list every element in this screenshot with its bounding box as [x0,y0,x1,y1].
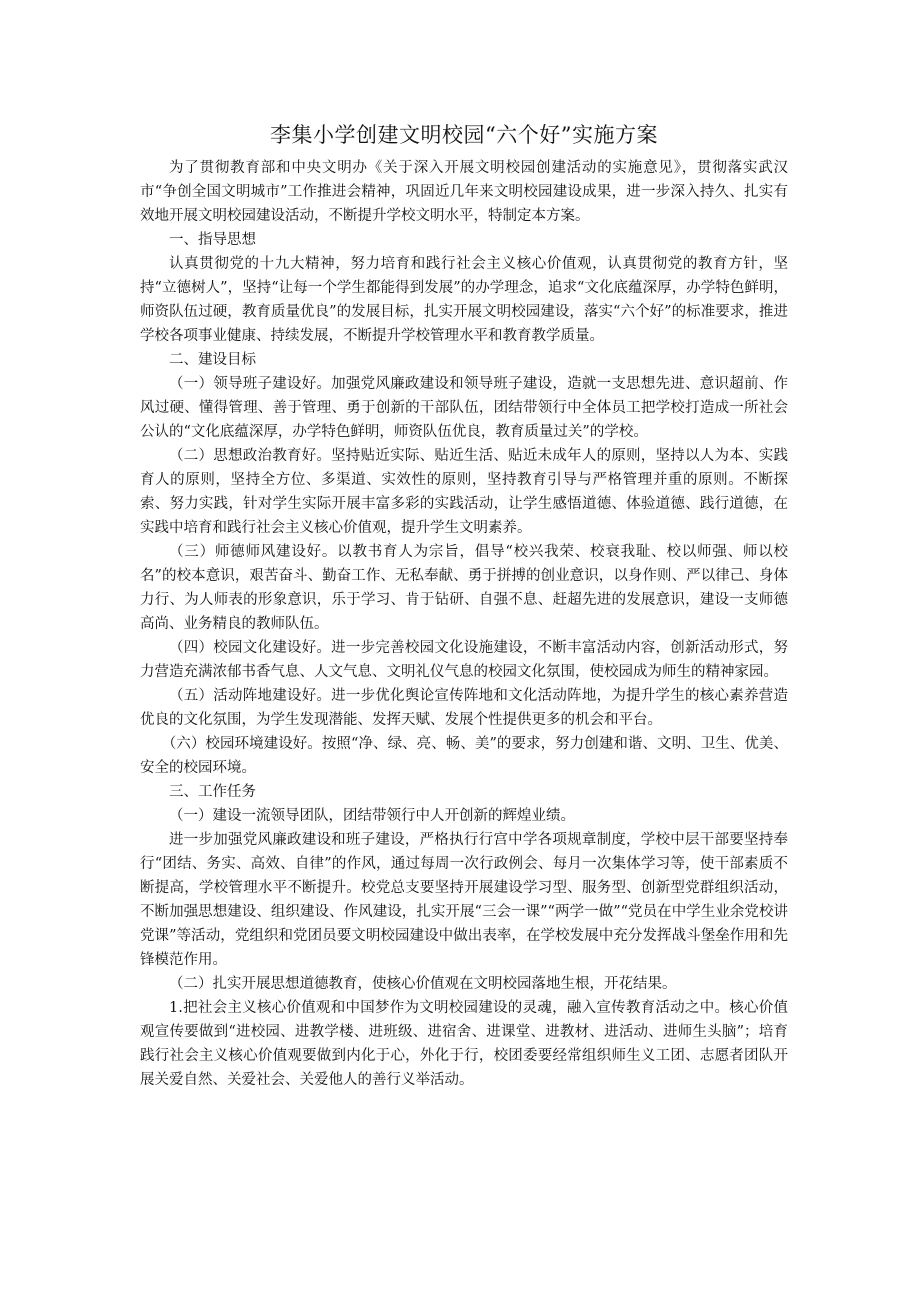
goal-campus-environment-paragraph: （六）校园环境建设好。按照“净、绿、亮、畅、美”的要求，努力创建和谐、文明、卫生、优美、安全的校园环境。 [140,736,788,776]
task-core-values-paragraph: 1.把社会主义核心价值观和中国梦作为文明校园建设的灵魂，融入宣传教育活动之中。核心价值观宣传要做到“进校园、进教学楼、进班级、进宿舍、进课堂、进教材、进活动、进师生头脑”；培育践行社会主义核心价值观要做到内化于心，外化于行，校团委要经常组织师生义工团、志愿者团队开展关爱自然、关爱社会、关爱他人的善行义举活动。 [140,1000,788,1088]
goal-teacher-ethics-paragraph: （三）师德师风建设好。以教书育人为宗旨，倡导“校兴我荣、校衰我耻、校以师强、师以校名”的校本意识，艰苦奋斗、勤奋工作、无私奉献、勇于拼搏的创业意识，以身作则、严以律己、身体力行、为人师表的形象意识，乐于学习、肯于钻研、自强不息、赶超先进的发展意识，建设一支师德高尚、业务精良的教师队伍。 [140,544,788,632]
intro-paragraph: 为了贯彻教育部和中央文明办《关于深入开展文明校园创建活动的实施意见》，贯彻落实武汉市“争创全国文明城市”工作推进会精神，巩固近几年来文明校园建设成果，进一步深入持久、扎实有效地开展文明校园建设活动，不断提升学校文明水平，特制定本方案。 [140,160,788,224]
document-title: 李集小学创建文明校园“六个好”实施方案 [270,123,658,147]
section-heading-construction-goals: 二、建设目标 [169,352,256,368]
goal-activity-venue-paragraph: （五）活动阵地建设好。进一步优化舆论宣传阵地和文化活动阵地，为提升学生的核心素养营造优良的文化氛围，为学生发现潜能、发挥天赋、发展个性提供更多的机会和平台。 [140,688,788,728]
goal-political-education-paragraph: （二）思想政治教育好。坚持贴近实际、贴近生活、贴近未成年人的原则，坚持以人为本、实践育人的原则，坚持全方位、多渠道、实效性的原则，坚持教育引导与严格管理并重的原则。不断探索、努力实践，针对学生实际开展丰富多彩的实践活动，让学生感悟道德、体验道德、践行道德，在实践中培育和践行社会主义核心价值观，提升学生文明素养。 [140,448,788,536]
task-moral-education-heading: （二）扎实开展思想道德教育，使核心价值观在文明校园落地生根，开花结果。 [169,976,677,992]
section-heading-work-tasks: 三、工作任务 [169,784,256,800]
task-leadership-paragraph: 进一步加强党风廉政建设和班子建设，严格执行行宫中学各项规章制度，学校中层干部要坚持奉行“团结、务实、高效、自律”的作风，通过每周一次行政例会、每月一次集体学习等，使干部素质不断提高，学校管理水平不断提升。校党总支要坚持开展建设学习型、服务型、创新型党群组织活动，不断加强思想建设、组织建设、作风建设，扎实开展“三会一课”“两学一做”“党员在中学生业余党校讲党课”等活动，党组织和党团员要文明校园建设中做出表率，在学校发展中充分发挥战斗堡垒作用和先锋模范作用。 [140,832,788,968]
goal-campus-culture-paragraph: （四）校园文化建设好。进一步完善校园文化设施建设，不断丰富活动内容，创新活动形式，努力营造充满浓郁书香气息、人文气息、文明礼仪气息的校园文化氛围，使校园成为师生的精神家园。 [140,640,788,680]
section-heading-guiding-ideology: 一、指导思想 [169,232,256,248]
document-body [140,120,788,1092]
goal-leadership-paragraph: （一）领导班子建设好。加强党风廉政建设和领导班子建设，造就一支思想先进、意识超前、作风过硬、懂得管理、善于管理、勇于创新的干部队伍，团结带领行中全体员工把学校打造成一所社会公认的“文化底蕴深厚，办学特色鲜明，师资队伍优良，教育质量过关”的学校。 [140,376,788,440]
task-leadership-heading: （一）建设一流领导团队，团结带领行中人开创新的辉煌业绩。 [169,808,575,824]
guiding-ideology-paragraph: 认真贯彻党的十九大精神，努力培育和践行社会主义核心价值观，认真贯彻党的教育方针，坚持“立德树人”，坚持“让每一个学生都能得到发展”的办学理念，追求“文化底蕴深厚，办学特色鲜明，师资队伍过硬，教育质量优良”的发展目标，扎实开展文明校园建设，落实“六个好”的标准要求，推进学校各项事业健康、持续发展，不断提升学校管理水平和教育教学质量。 [140,256,788,344]
